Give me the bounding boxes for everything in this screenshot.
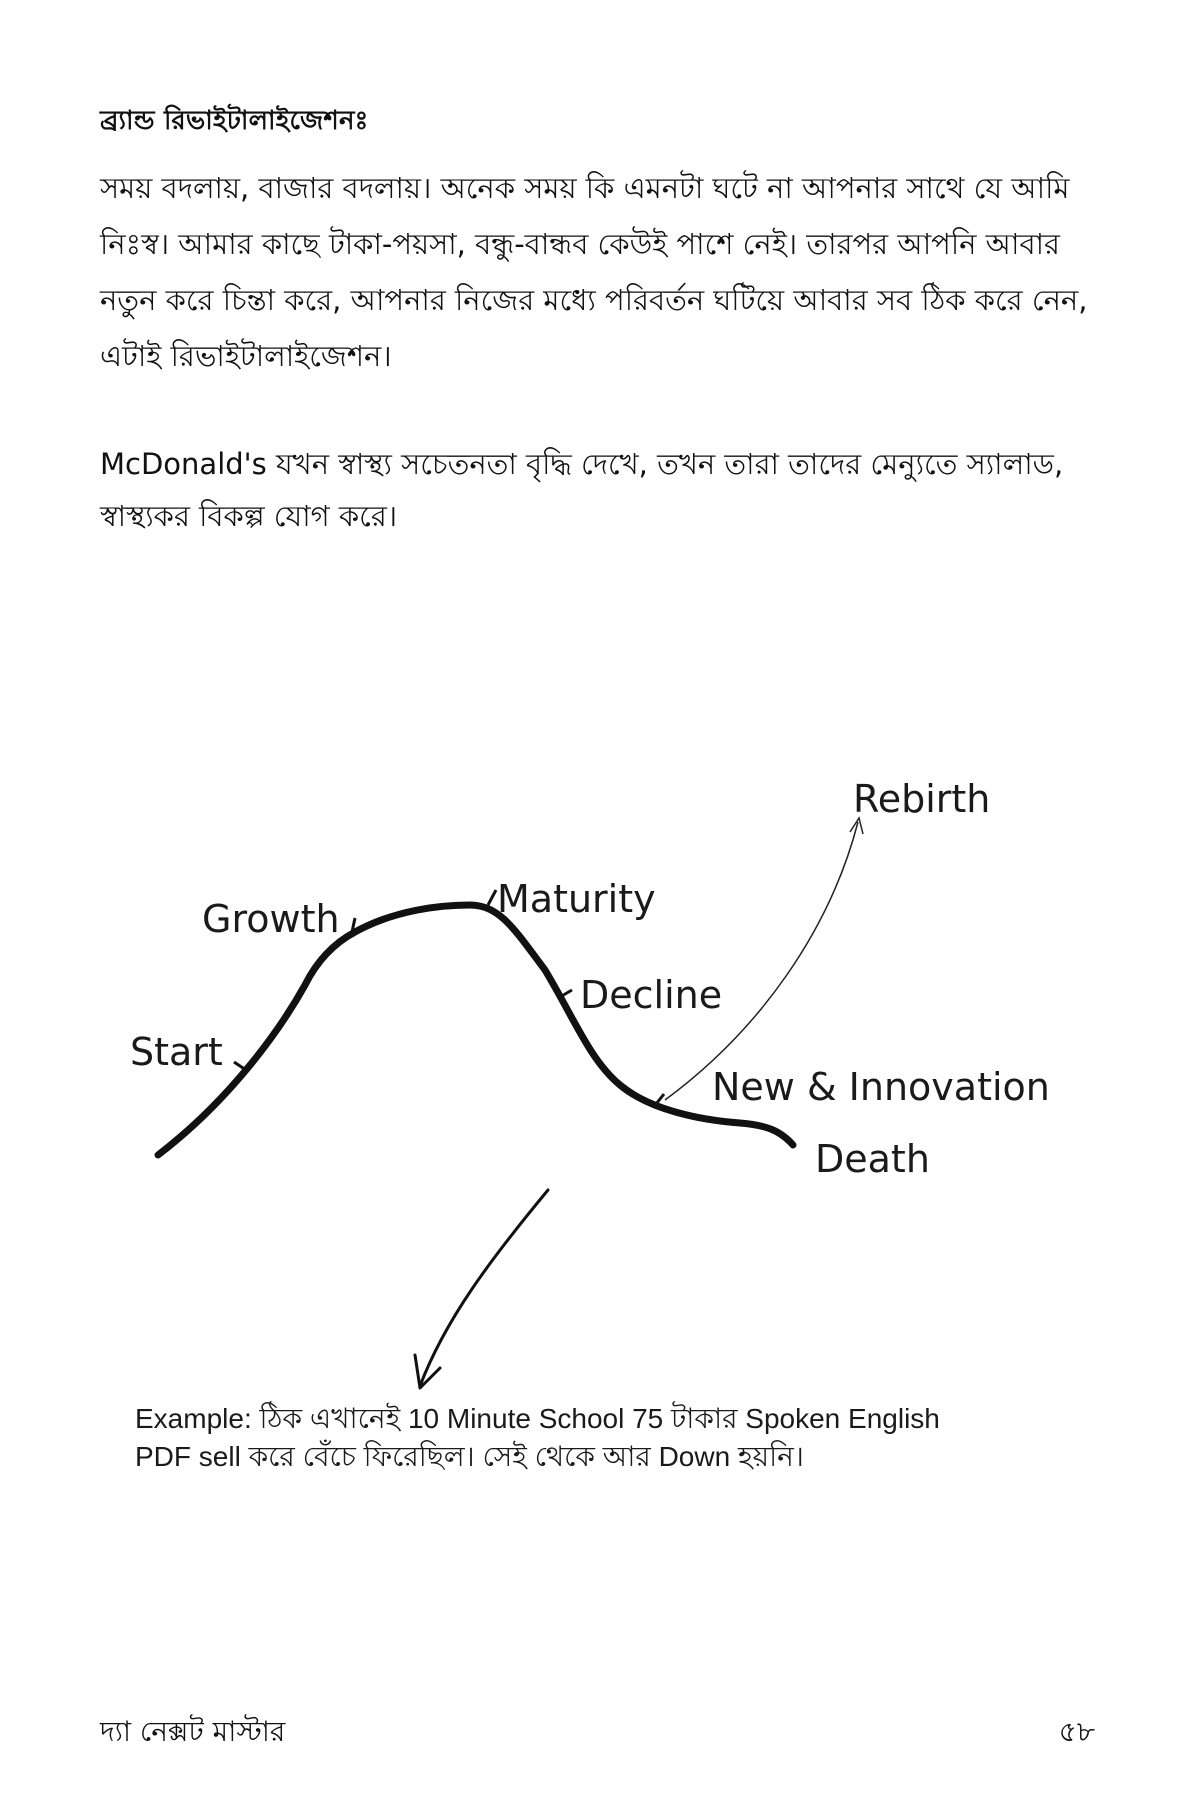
example-arrow [420, 1190, 548, 1386]
label-new-innovation: New & Innovation [712, 1065, 1050, 1109]
example-line-2: PDF sell করে বেঁচে ফিরেছিল। সেই থেকে আর Down হয়নি। [135, 1441, 804, 1472]
label-rebirth: Rebirth [853, 777, 991, 821]
example-line-1: Example: ঠিক এখানেই 10 Minute School 75 টাকার Spoken English [135, 1403, 940, 1434]
section-heading: ব্র্যান্ড রিভাইটালাইজেশনঃ [100, 106, 369, 136]
paragraph-revitalization: সময় বদলায়, বাজার বদলায়। অনেক সময় কি এমনটা ঘটে না আপনার সাথে যে আমি নিঃস্ব। আমার কাছে টাকা-পয়সা, বন্ধু-বান্ধব কেউই পাশে নেই। তারপর আপনি আবার নতুন করে চিন্তা করে, আপনার নিজের মধ্যে পরিবর্তন ঘটিয়ে আবার সব ঠিক করে নেন, এটাই রিভাইটালাইজেশন। [100, 171, 1088, 373]
label-start: Start [130, 1030, 223, 1074]
example-arrowhead [415, 1355, 440, 1388]
lifecycle-curve [158, 905, 793, 1155]
label-death: Death [815, 1137, 930, 1181]
tick-maturity [488, 890, 496, 905]
lifecycle-diagram [0, 700, 1200, 1400]
label-decline: Decline [580, 973, 723, 1017]
rebirth-arrow [665, 822, 858, 1100]
label-growth: Growth [202, 897, 340, 941]
paragraph-mcdonalds: McDonald's যখন স্বাস্থ্য সচেতনতা বৃদ্ধি দেখে, তখন তারা তাদের মেন্যুতে স্যালাড, স্বাস্থ্যকর বিকল্প যোগ করে। [100, 447, 1064, 533]
label-maturity: Maturity [497, 877, 656, 921]
footer-book-title: দ্যা নেক্সট মাস্টার [100, 1715, 286, 1748]
tick-start [234, 1062, 246, 1070]
footer-page-number: ৫৮ [1058, 1715, 1095, 1748]
tick-new-innovation [656, 1094, 664, 1104]
example-note [135, 1400, 1095, 1476]
